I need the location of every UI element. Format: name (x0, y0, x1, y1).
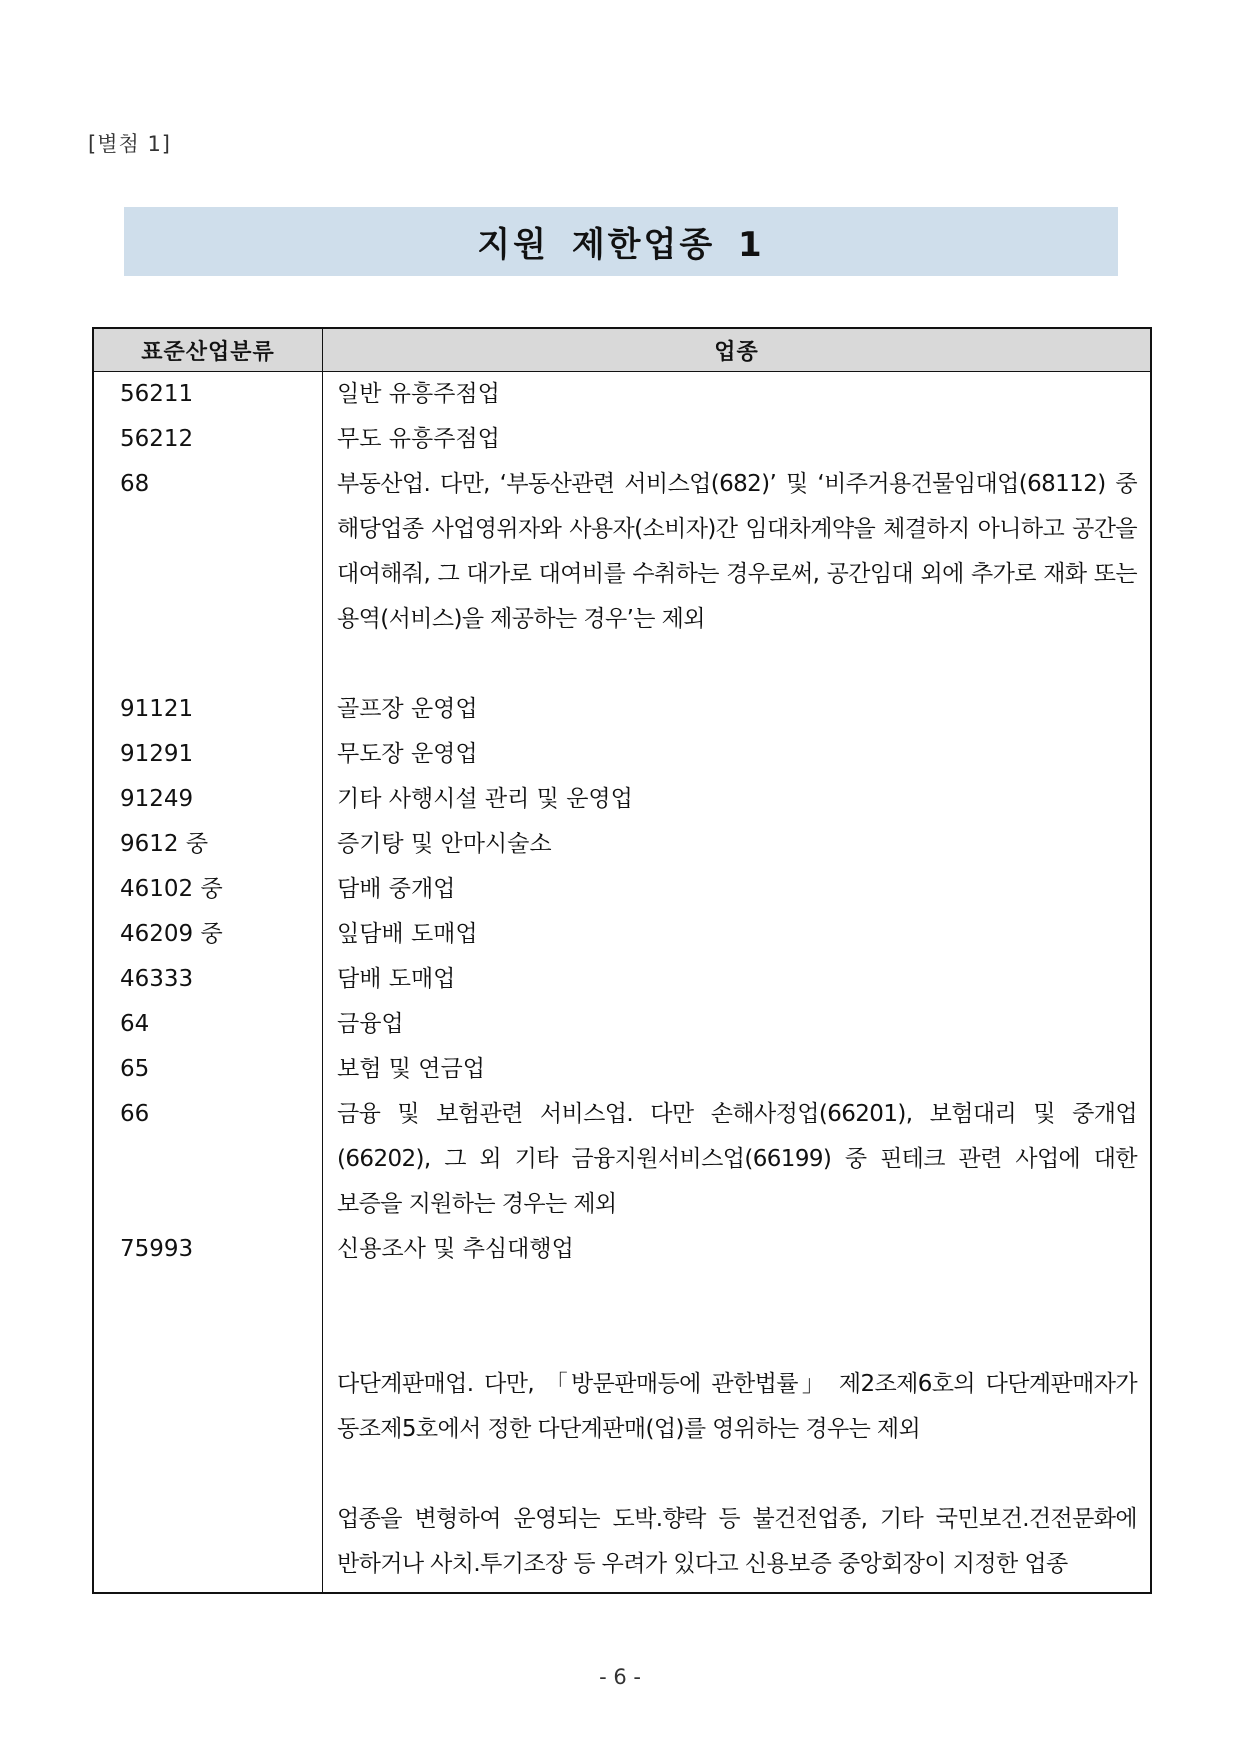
table-row (94, 417, 1150, 462)
industry-description: 증기탕 및 안마시술소 (337, 831, 552, 857)
industry-description: 보험 및 연금업 (337, 1056, 485, 1082)
header-industry-name: 업종 (714, 339, 759, 365)
industry-code: 66 (120, 1101, 150, 1127)
table-row (94, 732, 1150, 777)
industry-code: 56211 (120, 381, 194, 407)
table-row (94, 777, 1150, 822)
table-row (94, 822, 1150, 867)
attachment-label: [별첨 1] (88, 132, 171, 156)
table-row (94, 372, 1150, 417)
row-spacer (94, 1272, 1150, 1362)
industry-code: 56212 (120, 426, 194, 452)
industry-description: 골프장 운영업 (337, 696, 478, 722)
table-row (94, 1047, 1150, 1092)
table-row (94, 1497, 1150, 1587)
industry-description: 담배 도매업 (337, 966, 456, 992)
table-row (94, 867, 1150, 912)
industry-code (94, 1497, 322, 1587)
table-row (94, 1227, 1150, 1272)
industry-description: 잎담배 도매업 (337, 921, 478, 947)
industry-description: 금융업 (337, 1011, 404, 1037)
industry-code (94, 1362, 322, 1452)
industry-code: 64 (120, 1011, 150, 1037)
industry-description: 기타 사행시설 관리 및 운영업 (337, 786, 633, 812)
industry-code: 91291 (120, 741, 194, 767)
industry-description: 무도장 운영업 (337, 741, 478, 767)
page-title: 지원 제한업종 1 (477, 225, 765, 265)
table-body (94, 372, 1150, 1592)
industry-code: 65 (120, 1056, 150, 1082)
table-row (94, 912, 1150, 957)
industry-code: 46102 중 (120, 876, 223, 902)
industry-description: 부동산업. 다만, ‘부동산관련 서비스업(682)’ 및 ‘비주거용건물임대업(68112) 중 해당업종 사업영위자와 사용자(소비자)간 임대차계약을 체결하지 아니하고 공간을 대여해줘, 그 대가로 대여비를 수취하는 경우로써, 공간임대 외에 추가로 재화 또는 용역(서비스)을 제공하는 경우’는 제외 (337, 471, 1137, 632)
restricted-industries-table (92, 327, 1152, 1594)
industry-code: 46209 중 (120, 921, 223, 947)
industry-code: 91121 (120, 696, 194, 722)
header-industry-code: 표준산업분류 (94, 329, 323, 371)
table-row (94, 687, 1150, 732)
industry-description: 업종을 변형하여 운영되는 도박.향락 등 불건전업종, 기타 국민보건.건전문화에 반하거나 사치.투기조장 등 우려가 있다고 신용보증 중앙회장이 지정한 업종 (337, 1506, 1137, 1577)
industry-description: 일반 유흥주점업 (337, 381, 500, 407)
industry-description: 담배 중개업 (337, 876, 456, 902)
table-row (94, 1002, 1150, 1047)
industry-description: 무도 유흥주점업 (337, 426, 500, 452)
industry-code: 9612 중 (120, 831, 209, 857)
industry-code: 75993 (120, 1236, 194, 1262)
industry-description: 신용조사 및 추심대행업 (337, 1236, 574, 1262)
industry-description: 금융 및 보험관련 서비스업. 다만 손해사정업(66201), 보험대리 및 중개업(66202), 그 외 기타 금융지원서비스업(66199) 중 핀테크 관련 사업에 대한 보증을 지원하는 경우는 제외 (337, 1101, 1137, 1217)
industry-description: 다단계판매업. 다만, 「방문판매등에 관한법률」 제2조제6호의 다단계판매자가 동조제5호에서 정한 다단계판매(업)를 영위하는 경우는 제외 (337, 1371, 1137, 1442)
industry-code: 68 (120, 471, 150, 497)
column-divider (322, 372, 323, 1592)
row-spacer (94, 642, 1150, 687)
table-header (94, 329, 1150, 372)
title-banner (124, 207, 1118, 276)
table-row (94, 462, 1150, 642)
table-row (94, 1362, 1150, 1452)
page-number: - 6 - (599, 1665, 641, 1689)
table-row (94, 1092, 1150, 1227)
table-row (94, 957, 1150, 1002)
row-spacer (94, 1452, 1150, 1497)
industry-code: 91249 (120, 786, 194, 812)
industry-code: 46333 (120, 966, 194, 992)
